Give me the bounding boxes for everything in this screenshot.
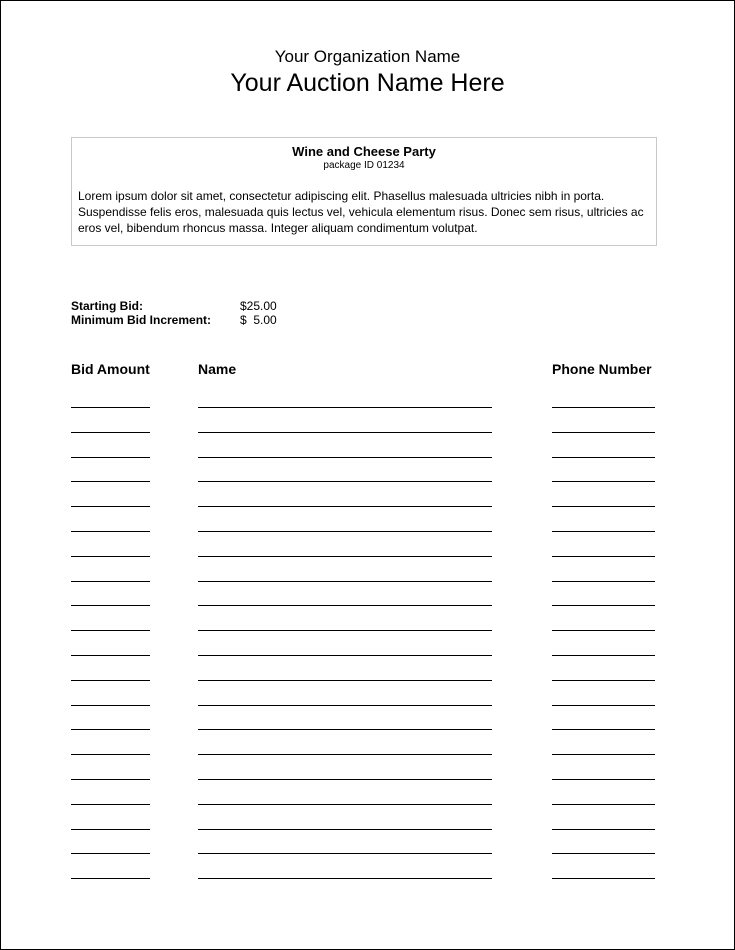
package-description: Lorem ipsum dolor sit amet, consectetur adipiscing elit. Phasellus malesuada ultricies nibh in porta. Suspendisse felis eros, malesuada quis lectus vel, vehicula elementum risus. Donec sem risus, ultricies ac eros vel, bibendum rhoncus massa. Integer aliquam condimentum volutpat. — [78, 189, 644, 235]
bid-amount-blank — [71, 581, 150, 582]
min-increment-label: Minimum Bid Increment: — [71, 313, 212, 327]
bid-entry-row — [1, 655, 734, 680]
phone-number-blank — [552, 605, 655, 606]
bid-entry-row — [1, 630, 734, 655]
name-blank — [198, 878, 492, 879]
bid-amount-blank — [71, 655, 150, 656]
bid-amount-blank — [71, 481, 150, 482]
bid-amount-blank — [71, 878, 150, 879]
bid-amount-blank — [71, 729, 150, 730]
phone-number-blank — [552, 581, 655, 582]
auction-name: Your Auction Name Here — [230, 69, 505, 97]
name-blank — [198, 432, 492, 433]
name-blank — [198, 481, 492, 482]
bid-amount-blank — [71, 506, 150, 507]
bid-entry-row — [1, 804, 734, 829]
bid-entry-row — [1, 680, 734, 705]
bid-entry-row — [1, 407, 734, 432]
name-blank — [198, 729, 492, 730]
bid-amount-blank — [71, 556, 150, 557]
bid-entry-row — [1, 481, 734, 506]
phone-number-blank — [552, 457, 655, 458]
phone-number-blank — [552, 531, 655, 532]
name-blank — [198, 829, 492, 830]
bid-entry-row — [1, 779, 734, 804]
bid-amount-blank — [71, 754, 150, 755]
name-blank — [198, 705, 492, 706]
phone-number-blank — [552, 878, 655, 879]
name-blank — [198, 407, 492, 408]
name-blank — [198, 581, 492, 582]
starting-bid-label: Starting Bid: — [71, 299, 143, 313]
bid-entry-row — [1, 457, 734, 482]
bid-entry-row — [1, 556, 734, 581]
name-blank — [198, 680, 492, 681]
name-blank — [198, 506, 492, 507]
phone-number-blank — [552, 754, 655, 755]
phone-number-blank — [552, 804, 655, 805]
bid-amount-blank — [71, 779, 150, 780]
phone-number-blank — [552, 556, 655, 557]
bid-amount-blank — [71, 630, 150, 631]
bid-amount-blank — [71, 605, 150, 606]
bid-entry-row — [1, 605, 734, 630]
bid-amount-blank — [71, 804, 150, 805]
package-box — [71, 137, 657, 246]
phone-number-blank — [552, 506, 655, 507]
bid-amount-blank — [71, 531, 150, 532]
bid-amount-blank — [71, 829, 150, 830]
name-blank — [198, 457, 492, 458]
bid-amount-blank — [71, 407, 150, 408]
phone-number-blank — [552, 705, 655, 706]
bid-entry-row — [1, 506, 734, 531]
name-blank — [198, 779, 492, 780]
bid-amount-blank — [71, 680, 150, 681]
name-blank — [198, 754, 492, 755]
phone-number-blank — [552, 680, 655, 681]
organization-name: Your Organization Name — [274, 47, 461, 66]
min-increment-value: $ 5.00 — [240, 313, 277, 327]
name-blank — [198, 630, 492, 631]
bid-entry-row — [1, 581, 734, 606]
name-blank — [198, 853, 492, 854]
phone-number-blank — [552, 630, 655, 631]
phone-number-blank — [552, 729, 655, 730]
name-header: Name — [198, 361, 237, 377]
bid-entry-row — [1, 432, 734, 457]
bid-entry-row — [1, 531, 734, 556]
package-title: Wine and Cheese Party — [292, 144, 436, 159]
phone-number-blank — [552, 407, 655, 408]
name-blank — [198, 531, 492, 532]
bid-entry-row — [1, 878, 734, 903]
bid-amount-blank — [71, 457, 150, 458]
package-id: package ID 01234 — [323, 160, 405, 171]
phone-number-blank — [552, 853, 655, 854]
phone-number-blank — [552, 432, 655, 433]
bid-amount-blank — [71, 853, 150, 854]
phone-number-blank — [552, 655, 655, 656]
starting-bid-value: $25.00 — [240, 299, 277, 313]
name-blank — [198, 655, 492, 656]
phone-number-blank — [552, 481, 655, 482]
bid-entry-row — [1, 754, 734, 779]
name-blank — [198, 605, 492, 606]
phone-number-blank — [552, 829, 655, 830]
bid-entry-row — [1, 705, 734, 730]
bid-entry-row — [1, 729, 734, 754]
phone-number-header: Phone Number — [552, 361, 652, 377]
phone-number-blank — [552, 779, 655, 780]
bid-entry-row — [1, 853, 734, 878]
name-blank — [198, 556, 492, 557]
name-blank — [198, 804, 492, 805]
bid-entry-row — [1, 829, 734, 854]
bid-amount-blank — [71, 432, 150, 433]
bid-rows — [1, 407, 734, 903]
bid-amount-header: Bid Amount — [71, 361, 150, 377]
bid-amount-blank — [71, 705, 150, 706]
